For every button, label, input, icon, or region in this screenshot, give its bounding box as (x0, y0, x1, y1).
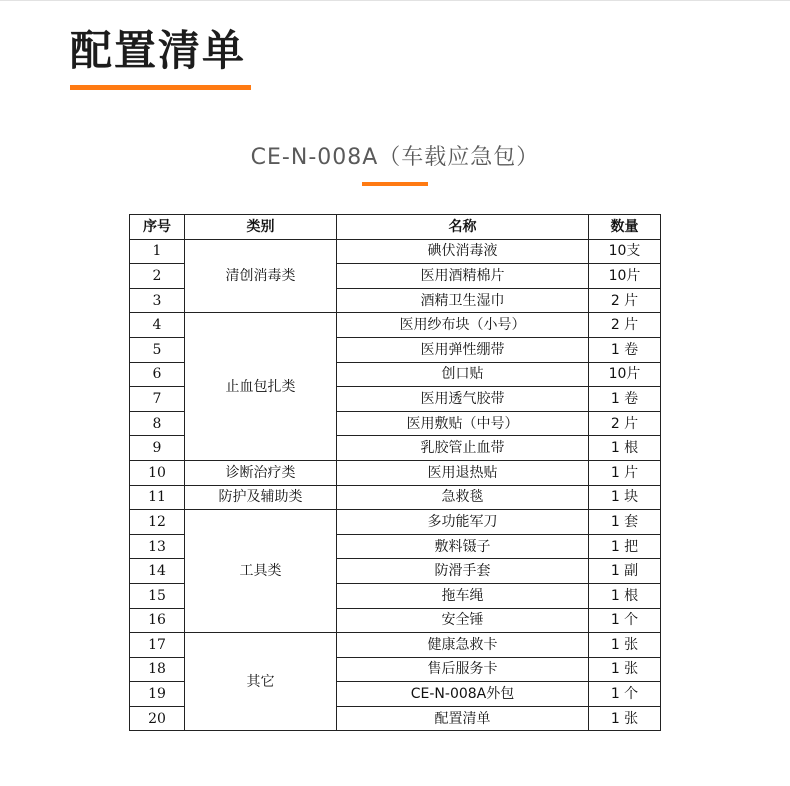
item-number: 11 (130, 485, 185, 510)
item-number: 17 (130, 633, 185, 658)
top-divider (0, 0, 790, 1)
item-quantity: 1 根 (589, 583, 661, 608)
item-name: 急救毯 (337, 485, 589, 510)
item-quantity: 10片 (589, 362, 661, 387)
item-number: 3 (130, 288, 185, 313)
item-number: 1 (130, 239, 185, 264)
item-number: 6 (130, 362, 185, 387)
table-row (130, 633, 661, 658)
item-quantity: 1 卷 (589, 337, 661, 362)
item-name: 配置清单 (337, 706, 589, 731)
item-name: 医用弹性绷带 (337, 337, 589, 362)
item-number: 13 (130, 534, 185, 559)
item-name: 售后服务卡 (337, 657, 589, 682)
item-number: 20 (130, 706, 185, 731)
table-row (130, 485, 661, 510)
item-name: 多功能军刀 (337, 510, 589, 535)
item-name: 防滑手套 (337, 559, 589, 584)
item-name: 乳胶管止血带 (337, 436, 589, 461)
item-number: 10 (130, 460, 185, 485)
item-number: 18 (130, 657, 185, 682)
item-quantity: 2 片 (589, 313, 661, 338)
item-number: 15 (130, 583, 185, 608)
item-quantity: 2 片 (589, 288, 661, 313)
item-quantity: 1 张 (589, 633, 661, 658)
item-number: 12 (130, 510, 185, 535)
item-number: 8 (130, 411, 185, 436)
table-body (130, 239, 661, 731)
category-cell: 诊断治疗类 (185, 460, 337, 485)
item-quantity: 1 张 (589, 706, 661, 731)
item-number: 19 (130, 682, 185, 707)
item-quantity: 1 块 (589, 485, 661, 510)
item-name: 医用敷贴（中号） (337, 411, 589, 436)
item-quantity: 1 根 (589, 436, 661, 461)
category-cell: 其它 (185, 633, 337, 731)
page-title: 配置清单 (70, 26, 247, 75)
item-name: 碘伏消毒液 (337, 239, 589, 264)
item-name: 创口贴 (337, 362, 589, 387)
product-subtitle: CE-N-008A（车载应急包） (250, 145, 540, 170)
item-quantity: 1 个 (589, 682, 661, 707)
header-qty: 数量 (589, 215, 661, 240)
item-number: 14 (130, 559, 185, 584)
item-name: 敷料镊子 (337, 534, 589, 559)
category-cell: 防护及辅助类 (185, 485, 337, 510)
category-cell: 工具类 (185, 510, 337, 633)
item-quantity: 10支 (589, 239, 661, 264)
table-row (130, 460, 661, 485)
item-number: 4 (130, 313, 185, 338)
item-name: 医用退热贴 (337, 460, 589, 485)
item-name: 安全锤 (337, 608, 589, 633)
item-number: 7 (130, 387, 185, 412)
item-quantity: 1 片 (589, 460, 661, 485)
category-cell: 清创消毒类 (185, 239, 337, 313)
item-name: CE-N-008A外包 (337, 682, 589, 707)
table-row (130, 313, 661, 338)
item-number: 9 (130, 436, 185, 461)
item-name: 酒精卫生湿巾 (337, 288, 589, 313)
item-name: 医用纱布块（小号） (337, 313, 589, 338)
item-name: 健康急救卡 (337, 633, 589, 658)
header-no: 序号 (130, 215, 185, 240)
config-table (129, 214, 661, 731)
item-name: 拖车绳 (337, 583, 589, 608)
item-quantity: 1 把 (589, 534, 661, 559)
item-number: 5 (130, 337, 185, 362)
item-quantity: 1 副 (589, 559, 661, 584)
subtitle-underline (362, 182, 428, 186)
item-name: 医用酒精棉片 (337, 264, 589, 289)
item-quantity: 1 个 (589, 608, 661, 633)
item-quantity: 2 片 (589, 411, 661, 436)
table-row (130, 510, 661, 535)
item-number: 16 (130, 608, 185, 633)
item-quantity: 10片 (589, 264, 661, 289)
item-quantity: 1 套 (589, 510, 661, 535)
header-category: 类别 (185, 215, 337, 240)
item-quantity: 1 张 (589, 657, 661, 682)
title-underline (70, 85, 251, 90)
table-row (130, 239, 661, 264)
item-quantity: 1 卷 (589, 387, 661, 412)
item-number: 2 (130, 264, 185, 289)
header-name: 名称 (337, 215, 589, 240)
item-name: 医用透气胶带 (337, 387, 589, 412)
category-cell: 止血包扎类 (185, 313, 337, 461)
table-header-row (130, 215, 661, 240)
